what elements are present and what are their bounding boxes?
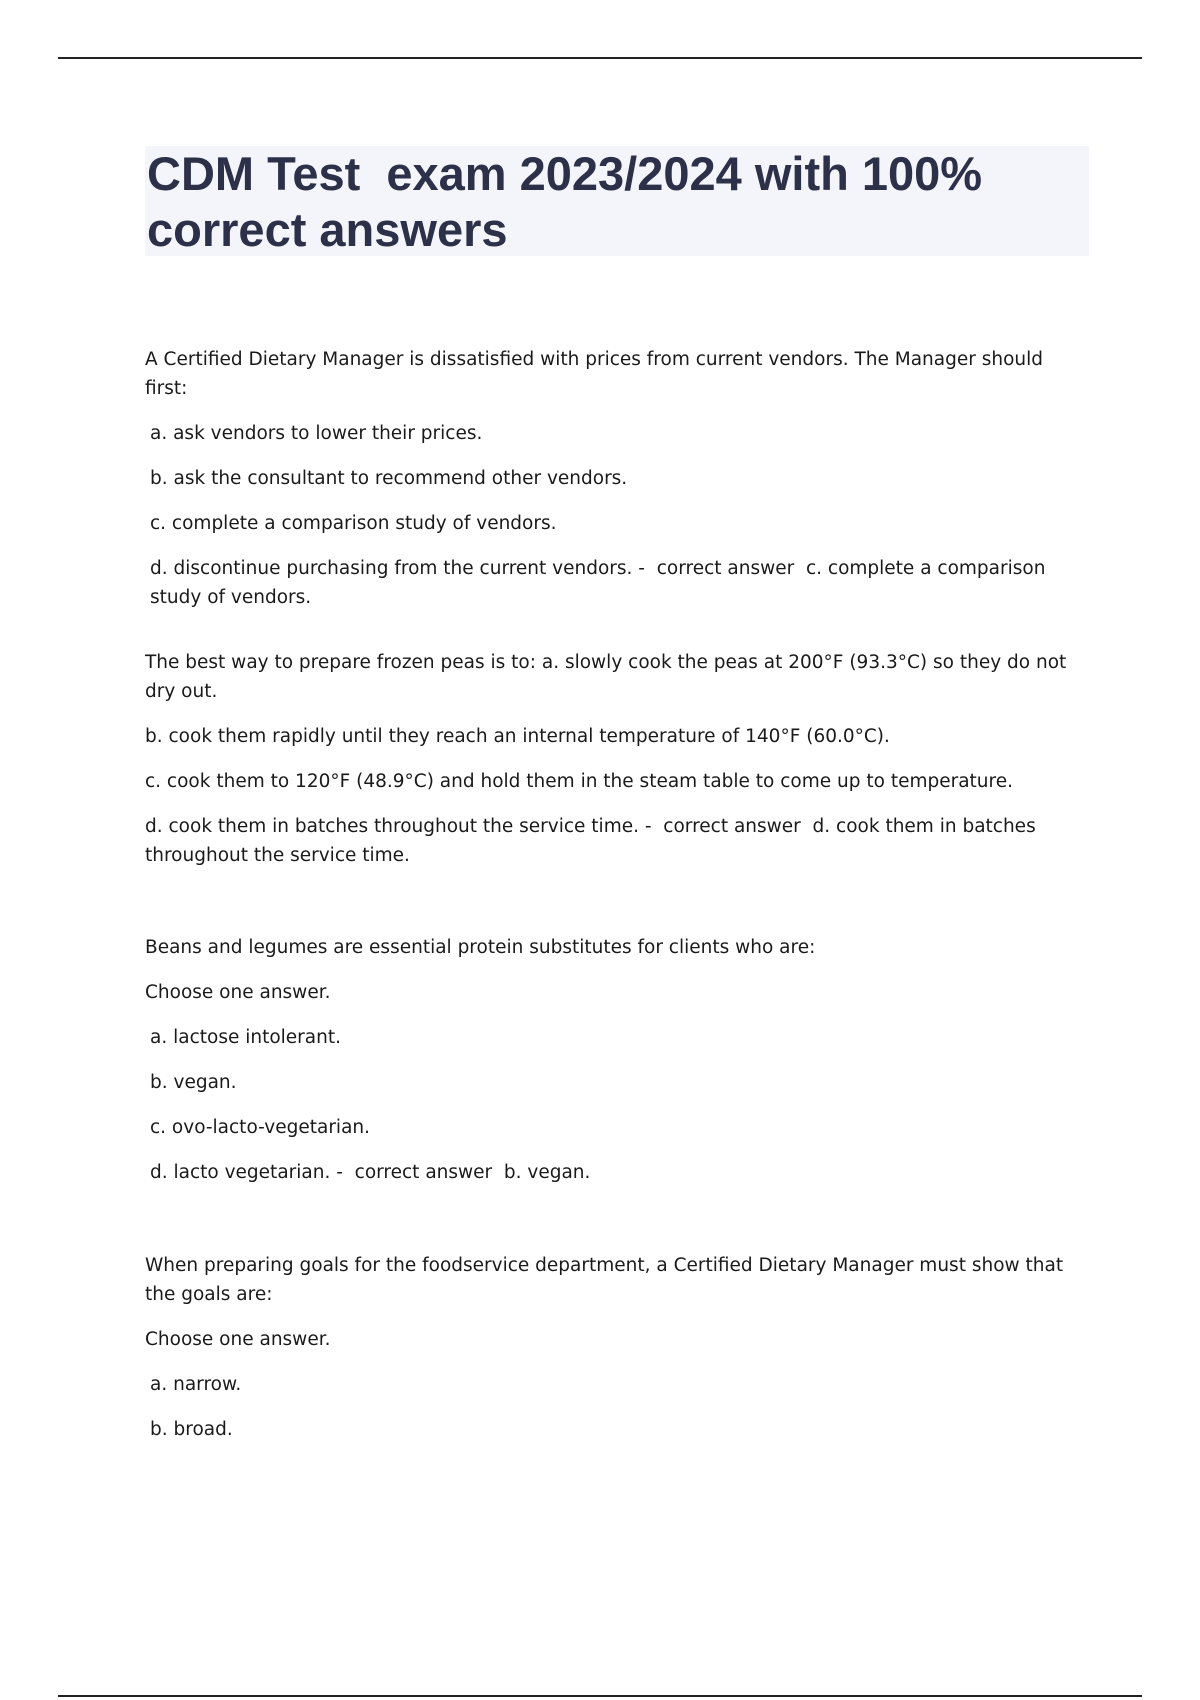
footer-rule	[58, 1695, 1142, 1697]
header-rule	[58, 57, 1142, 59]
question-2-option-c: c. cook them to 120°F (48.9°C) and hold them in the steam table to come up to temperature.	[145, 771, 1013, 792]
document-title: CDM Test exam 2023/2024 with 100% correct answers	[147, 147, 996, 256]
question-1-prompt: A Certified Dietary Manager is dissatisfied with prices from current vendors. The Manager should first:	[145, 349, 1049, 399]
question-4-option-a: a. narrow.	[150, 1374, 242, 1395]
question-2-option-d-answer: d. cook them in batches throughout the service time. - correct answer d. cook them in batches throughout the service time.	[145, 816, 1042, 866]
question-3-option-c: c. ovo-lacto-vegetarian.	[150, 1117, 371, 1138]
question-1	[145, 345, 1085, 612]
question-1-option-a: a. ask vendors to lower their prices.	[150, 423, 483, 444]
question-2	[145, 648, 1085, 870]
question-2-prompt: The best way to prepare frozen peas is to: a. slowly cook the peas at 200°F (93.3°C) so they do not dry out.	[145, 652, 1073, 702]
question-4-prompt: When preparing goals for the foodservice department, a Certified Dietary Manager must show that the goals are:	[145, 1255, 1069, 1305]
question-4	[145, 1251, 1085, 1444]
question-4-instruction: Choose one answer.	[145, 1329, 331, 1350]
question-3-option-b: b. vegan.	[150, 1072, 237, 1093]
title-box	[145, 146, 1089, 256]
question-3-instruction: Choose one answer.	[145, 982, 331, 1003]
question-1-option-d-answer: d. discontinue purchasing from the current vendors. - correct answer c. complete a comparison study of vendors.	[150, 558, 1052, 608]
question-1-option-b: b. ask the consultant to recommend other vendors.	[150, 468, 628, 489]
question-3-prompt: Beans and legumes are essential protein substitutes for clients who are:	[145, 937, 816, 958]
question-3-option-a: a. lactose intolerant.	[150, 1027, 341, 1048]
question-3-option-d-answer: d. lacto vegetarian. - correct answer b. vegan.	[150, 1162, 591, 1183]
question-4-option-b: b. broad.	[150, 1419, 233, 1440]
question-1-option-c: c. complete a comparison study of vendors.	[150, 513, 557, 534]
question-3	[145, 933, 1085, 1187]
question-2-option-b: b. cook them rapidly until they reach an internal temperature of 140°F (60.0°C).	[145, 726, 890, 747]
